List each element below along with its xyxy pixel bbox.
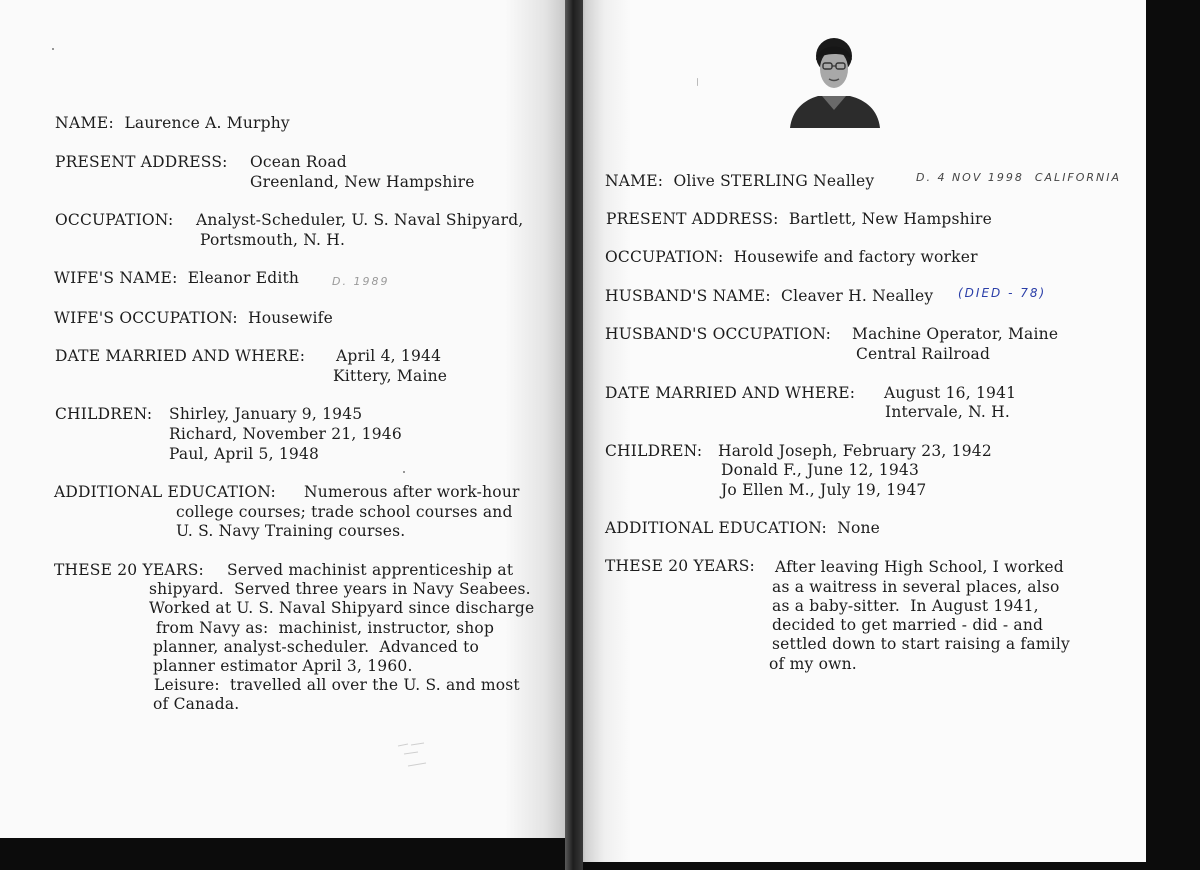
- book-gutter: [565, 0, 583, 870]
- right-married-label: DATE MARRIED AND WHERE:: [605, 384, 856, 402]
- right-address-entry: [606, 210, 992, 230]
- right-married-place: Intervale, N. H.: [885, 403, 1010, 421]
- left-address-line1: Ocean Road: [250, 153, 347, 171]
- left-years-line1: Served machinist apprenticeship at: [227, 561, 514, 579]
- left-married-label: DATE MARRIED AND WHERE:: [55, 347, 306, 365]
- left-years-line3: Worked at U. S. Naval Shipyard since discharge: [149, 599, 535, 617]
- person-name: Olive STERLING Nealley: [673, 172, 875, 190]
- left-years-line8: of Canada.: [153, 695, 240, 713]
- left-wife-name-entry: [54, 269, 299, 289]
- left-wife-occupation-entry: [54, 309, 333, 329]
- right-married-date: August 16, 1941: [884, 384, 1017, 402]
- field-label: HUSBAND'S NAME:: [605, 287, 771, 305]
- right-children-label: CHILDREN:: [605, 442, 703, 460]
- left-years-label: THESE 20 YEARS:: [54, 561, 204, 579]
- handwritten-death-note: D. 1989: [332, 275, 390, 288]
- right-child-3: Jo Ellen M., July 19, 1947: [721, 481, 927, 499]
- left-address-label: PRESENT ADDRESS:: [55, 153, 228, 171]
- left-married-place: Kittery, Maine: [333, 367, 448, 385]
- right-years-line1: After leaving High School, I worked: [775, 558, 1064, 576]
- occupation-value: Housewife and factory worker: [733, 248, 978, 266]
- paper-speck: [52, 48, 54, 50]
- field-label: WIFE'S OCCUPATION:: [54, 309, 238, 327]
- right-husband-occupation-line1: Machine Operator, Maine: [852, 325, 1059, 343]
- paper-speck: [697, 78, 698, 86]
- left-education-line1: Numerous after work-hour: [304, 483, 520, 501]
- right-years-line3: as a baby-sitter. In August 1941,: [772, 597, 1039, 615]
- left-occupation-line1: Analyst-Scheduler, U. S. Naval Shipyard,: [196, 211, 524, 229]
- education-value: None: [837, 519, 881, 537]
- right-years-line2: as a waitress in several places, also: [772, 578, 1060, 596]
- left-address-line2: Greenland, New Hampshire: [250, 173, 475, 191]
- left-married-date: April 4, 1944: [336, 347, 442, 365]
- field-label: WIFE'S NAME:: [54, 269, 178, 287]
- right-years-line5: settled down to start raising a family: [772, 635, 1070, 653]
- right-husband-occupation-label: HUSBAND'S OCCUPATION:: [605, 325, 832, 343]
- left-name-entry: [55, 114, 290, 134]
- left-children-label: CHILDREN:: [55, 405, 153, 423]
- left-years-line5: planner, analyst-scheduler. Advanced to: [153, 638, 480, 656]
- handwritten-died-note: (DIED - 78): [958, 286, 1047, 300]
- field-label: PRESENT ADDRESS:: [606, 210, 779, 228]
- left-child-2: Richard, November 21, 1946: [169, 425, 402, 443]
- wife-occupation: Housewife: [248, 309, 333, 327]
- right-husband-name-entry: [605, 287, 933, 307]
- field-label: ADDITIONAL EDUCATION:: [605, 519, 827, 537]
- left-years-line2: shipyard. Served three years in Navy Seabees.: [149, 580, 531, 598]
- field-label: NAME:: [605, 172, 664, 190]
- right-years-line6: of my own.: [769, 655, 857, 673]
- left-child-1: Shirley, January 9, 1945: [169, 405, 363, 423]
- field-label: OCCUPATION:: [605, 248, 724, 266]
- wife-name: Eleanor Edith: [187, 269, 300, 287]
- right-child-1: Harold Joseph, February 23, 1942: [718, 442, 992, 460]
- right-husband-occupation-line2: Central Railroad: [856, 345, 991, 363]
- left-child-3: Paul, April 5, 1948: [169, 445, 320, 463]
- right-years-label: THESE 20 YEARS:: [605, 557, 755, 575]
- right-education-entry: [605, 519, 880, 539]
- right-name-entry: [605, 172, 874, 192]
- left-years-line4: from Navy as: machinist, instructor, shop: [156, 619, 495, 637]
- address-value: Bartlett, New Hampshire: [788, 210, 992, 228]
- portrait-photo: [786, 34, 882, 130]
- husband-name: Cleaver H. Nealley: [781, 287, 934, 305]
- right-child-2: Donald F., June 12, 1943: [721, 461, 920, 479]
- pencil-marks: [396, 740, 436, 778]
- left-education-line2: college courses; trade school courses and: [176, 503, 513, 521]
- paper-speck: [403, 471, 405, 473]
- right-occupation-entry: [605, 248, 978, 268]
- left-years-line6: planner estimator April 3, 1960.: [153, 657, 413, 675]
- left-education-label: ADDITIONAL EDUCATION:: [54, 483, 276, 501]
- handwritten-death-note: D. 4 NOV 1998 CALIFORNIA: [916, 171, 1122, 184]
- left-occupation-line2: Portsmouth, N. H.: [200, 231, 346, 249]
- left-years-line7: Leisure: travelled all over the U. S. and most: [154, 676, 520, 694]
- field-label: NAME:: [55, 114, 115, 132]
- right-years-line4: decided to get married - did - and: [772, 616, 1044, 634]
- left-occupation-label: OCCUPATION:: [55, 211, 174, 229]
- person-name: Laurence A. Murphy: [124, 114, 290, 132]
- left-education-line3: U. S. Navy Training courses.: [176, 522, 406, 540]
